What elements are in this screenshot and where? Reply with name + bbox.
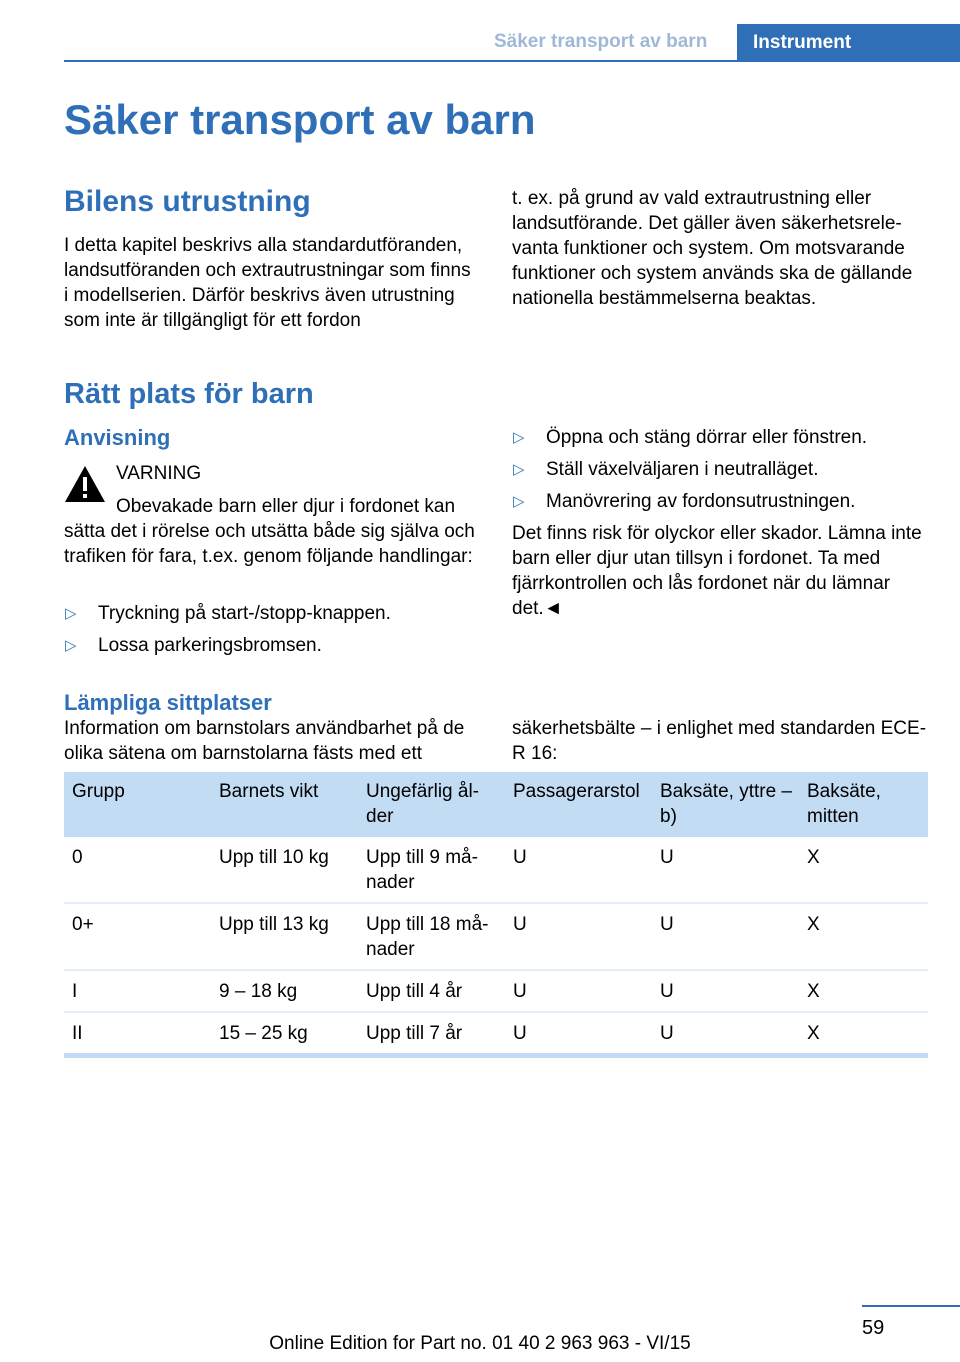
table-row — [64, 837, 928, 903]
bullet-item — [64, 601, 480, 626]
seats-text-right: säkerhetsbälte – i enlighet med standarden ECE-R 16: — [512, 718, 927, 764]
table-cell: X — [799, 1012, 928, 1056]
bullet-text: Ställ växelväljaren i neutralläget. — [546, 459, 819, 480]
table-cell: U — [652, 1012, 799, 1056]
table-cell: Upp till 13 kg — [211, 903, 358, 970]
table-header-cell: Ungefärlig ålder — [358, 772, 505, 837]
equipment-text-right: t. ex. på grund av vald extrautrustning eller landsutförande. Det gäller även säkerhetsrelevanta funktioner och system. Om motsvarande funktioner och system används ska de gällande nationella bestämmelserna beaktas. — [512, 188, 913, 309]
table-cell: U — [652, 903, 799, 970]
place-heading: Rätt plats för barn — [64, 378, 314, 410]
table-row — [64, 970, 928, 1012]
table-cell: U — [505, 837, 652, 903]
table-cell: X — [799, 970, 928, 1012]
seats-heading: Lämpliga sittplatser — [64, 690, 272, 715]
warning-actions-right — [512, 425, 932, 521]
footer-edition: Online Edition for Part no. 01 40 2 963 963 - VI/15 — [269, 1333, 691, 1354]
page-number: 59 — [862, 1317, 885, 1339]
bullet-text: Öppna och stäng dörrar eller fönstren. — [546, 427, 868, 448]
equipment-text-left: I detta kapitel beskrivs alla standardutföranden, landsutföranden och extrautrustningar som finns i modellserien. Därför beskrivs även utrustning som inte är tillgängligt för ett fordon — [64, 235, 471, 331]
bullet-text: Lossa parkeringsbromsen. — [98, 635, 322, 656]
table-cell: 0 — [64, 837, 211, 903]
table-cell: II — [64, 1012, 211, 1056]
table-body — [64, 837, 928, 1056]
header-chapter-tab[interactable]: Instrument — [737, 24, 960, 62]
table-cell: Upp till 7 år — [358, 1012, 505, 1056]
child-seat-table — [64, 772, 928, 1058]
page-title: Säker transport av barn — [64, 96, 536, 143]
bullet-item — [64, 633, 480, 658]
warning-text: Obevakade barn eller djur i fordonet kan sätta det i rörelse och utsätta både sig själva och trafiken för fara, t.ex. genom följande handlingar: — [64, 496, 475, 567]
triangle-bullet-icon: ▷ — [65, 637, 77, 654]
table-cell: U — [652, 970, 799, 1012]
notice-heading: Anvisning — [64, 425, 171, 450]
table-cell: U — [505, 903, 652, 970]
table-header-row — [64, 772, 928, 837]
table-cell: Upp till 10 kg — [211, 837, 358, 903]
table-header-cell: Grupp — [64, 772, 211, 837]
triangle-bullet-icon: ▷ — [513, 429, 525, 446]
header-section-label: Säker transport av barn — [494, 31, 708, 52]
bullet-item — [512, 425, 932, 450]
table-cell: X — [799, 837, 928, 903]
bullet-text: Tryckning på start-/stopp-knappen. — [98, 603, 391, 624]
table-cell: Upp till 4 år — [358, 970, 505, 1012]
footer-rule — [862, 1305, 960, 1307]
table-cell: 9 – 18 kg — [211, 970, 358, 1012]
table-cell: U — [505, 1012, 652, 1056]
table-header-cell: Passagerarstol — [505, 772, 652, 837]
table-cell: I — [64, 970, 211, 1012]
table-cell: Upp till 9 månader — [358, 837, 505, 903]
triangle-bullet-icon: ▷ — [65, 605, 77, 622]
warning-label: VARNING — [116, 463, 202, 484]
table-cell: U — [652, 837, 799, 903]
table-header-cell: Baksäte, mitten — [799, 772, 928, 837]
table-cell: 15 – 25 kg — [211, 1012, 358, 1056]
bullet-item — [512, 457, 932, 482]
equipment-heading: Bilens utrustning — [64, 185, 311, 218]
triangle-bullet-icon: ▷ — [513, 461, 525, 478]
bullet-text: Manövrering av fordonsutrustningen. — [546, 491, 856, 512]
table-header-cell: Barnets vikt — [211, 772, 358, 837]
table-row — [64, 903, 928, 970]
warning-actions-left — [64, 601, 480, 665]
triangle-bullet-icon: ▷ — [513, 493, 525, 510]
table-cell: 0+ — [64, 903, 211, 970]
table-header-cell: Baksäte, yttre – b) — [652, 772, 799, 837]
bullet-item — [512, 489, 932, 514]
seats-text-left: Information om barnstolars användbarhet på de olika sätena om barnstolarna fästs med ett — [64, 718, 465, 764]
table-cell: U — [505, 970, 652, 1012]
table-cell: Upp till 18 månader — [358, 903, 505, 970]
warning-closing-text: Det finns risk för olyckor eller skador. Lämna inte barn eller djur utan tillsyn i fordonet. Ta med fjärrkontrollen och lås fordonet när du lämnar det.◄ — [512, 523, 922, 619]
table-row — [64, 1012, 928, 1056]
table-cell: X — [799, 903, 928, 970]
